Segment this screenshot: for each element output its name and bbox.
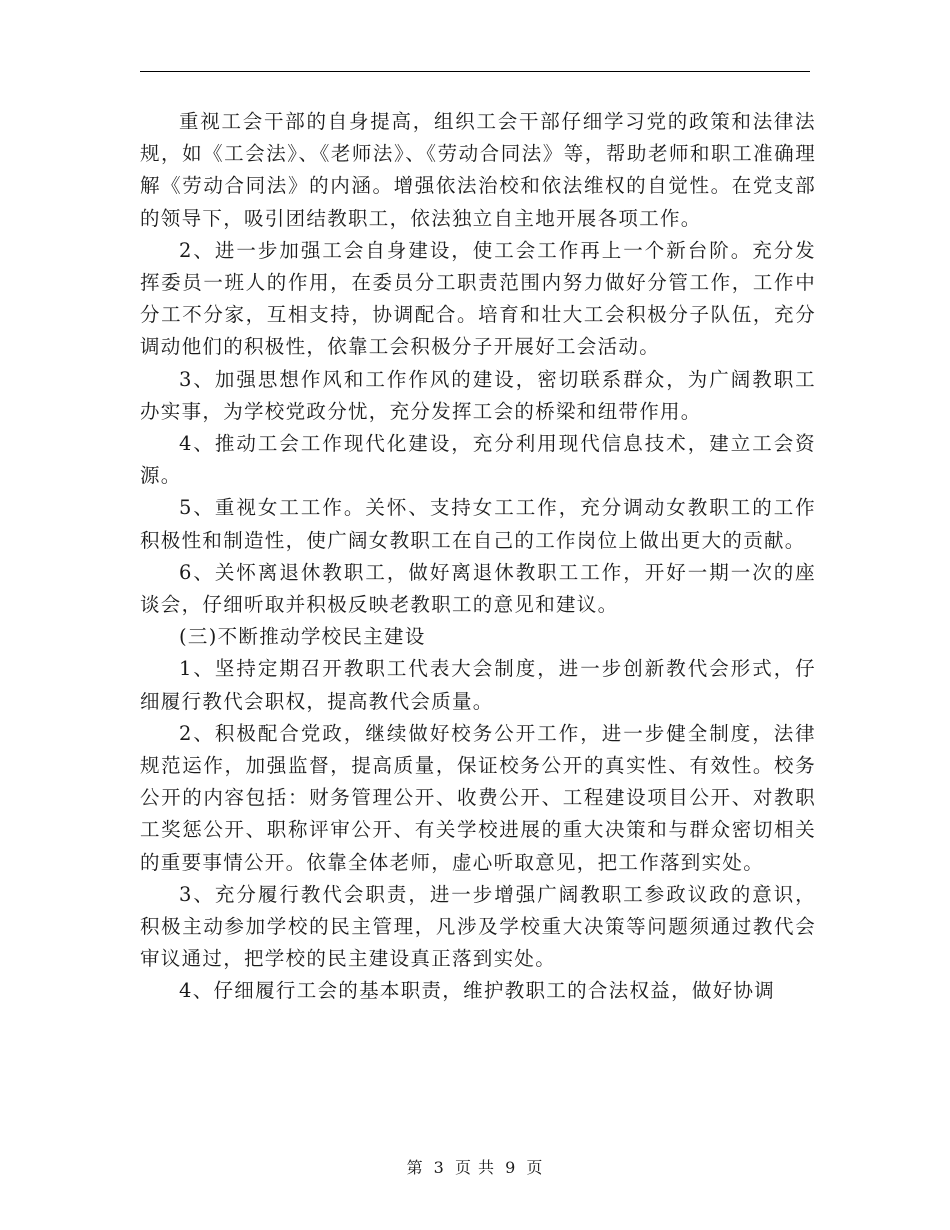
current-page-number: 3 — [433, 1158, 445, 1177]
paragraph: 4、推动工会工作现代化建设，充分利用现代信息技术，建立工会资源。 — [140, 432, 816, 488]
page-label-suffix: 页 — [526, 1158, 544, 1177]
page-label-mid: 页 共 — [454, 1158, 496, 1177]
paragraph: 4、仔细履行工会的基本职责，维护教职工的合法权益，做好协调 — [179, 979, 776, 1003]
paragraph: 3、充分履行教代会职责，进一步增强广阔教职工参政议政的意识，积极主动参加学校的民主管理，凡涉及学校重大决策等问题须通过教代会审议通过，把学校的民主建设真正落到实处。 — [140, 882, 816, 971]
header-rule — [140, 71, 810, 72]
paragraph: 3、加强思想作风和工作作风的建设，密切联系群众，为广阔教职工办实事，为学校党政分忧，充分发挥工会的桥梁和纽带作用。 — [140, 367, 816, 423]
section-heading: (三)不断推动学校民主建设 — [179, 625, 426, 649]
paragraph: 2、进一步加强工会自身建设，使工会工作再上一个新台阶。充分发挥委员一班人的作用，在委员分工职责范围内努力做好分管工作，工作中分工不分家，互相支持，协调配合。培育和壮大工会积极分子队伍，充分调动他们的积极性，依靠工会积极分子开展好工会活动。 — [140, 238, 816, 359]
paragraph: 6、关怀离退休教职工，做好离退休教职工工作，开好一期一次的座谈会，仔细听取并积极反映老教职工的意见和建议。 — [140, 560, 816, 617]
total-pages-number: 9 — [505, 1158, 517, 1177]
page-footer — [0, 1155, 950, 1178]
paragraph: 1、坚持定期召开教职工代表大会制度，进一步创新教代会形式，仔细履行教代会职权，提高教代会质量。 — [140, 657, 816, 713]
paragraph: 5、重视女工工作。关怀、支持女工工作，充分调动女教职工的工作积极性和制造性，使广阔女教职工在自己的工作岗位上做出更大的贡献。 — [140, 496, 816, 552]
page-label-prefix: 第 — [406, 1158, 424, 1177]
paragraph: 重视工会干部的自身提高，组织工会干部仔细学习党的政策和法律法规，如《工会法》、《老师法》、《劳动合同法》等，帮助老师和职工准确理解《劳动合同法》的内涵。增强依法治校和依法维权的自觉性。在党支部的领导下，吸引团结教职工，依法独立自主地开展各项工作。 — [140, 110, 816, 230]
paragraph: 2、积极配合党政，继续做好校务公开工作，进一步健全制度，法律规范运作，加强监督，提高质量，保证校务公开的真实性、有效性。校务公开的内容包括：财务管理公开、收费公开、工程建设项目公开、对教职工奖惩公开、职称评审公开、有关学校进展的重大决策和与群众密切相关的重要事情公开。依靠全体老师，虚心听取意见，把工作落到实处。 — [140, 721, 816, 874]
document-body — [140, 106, 816, 1008]
